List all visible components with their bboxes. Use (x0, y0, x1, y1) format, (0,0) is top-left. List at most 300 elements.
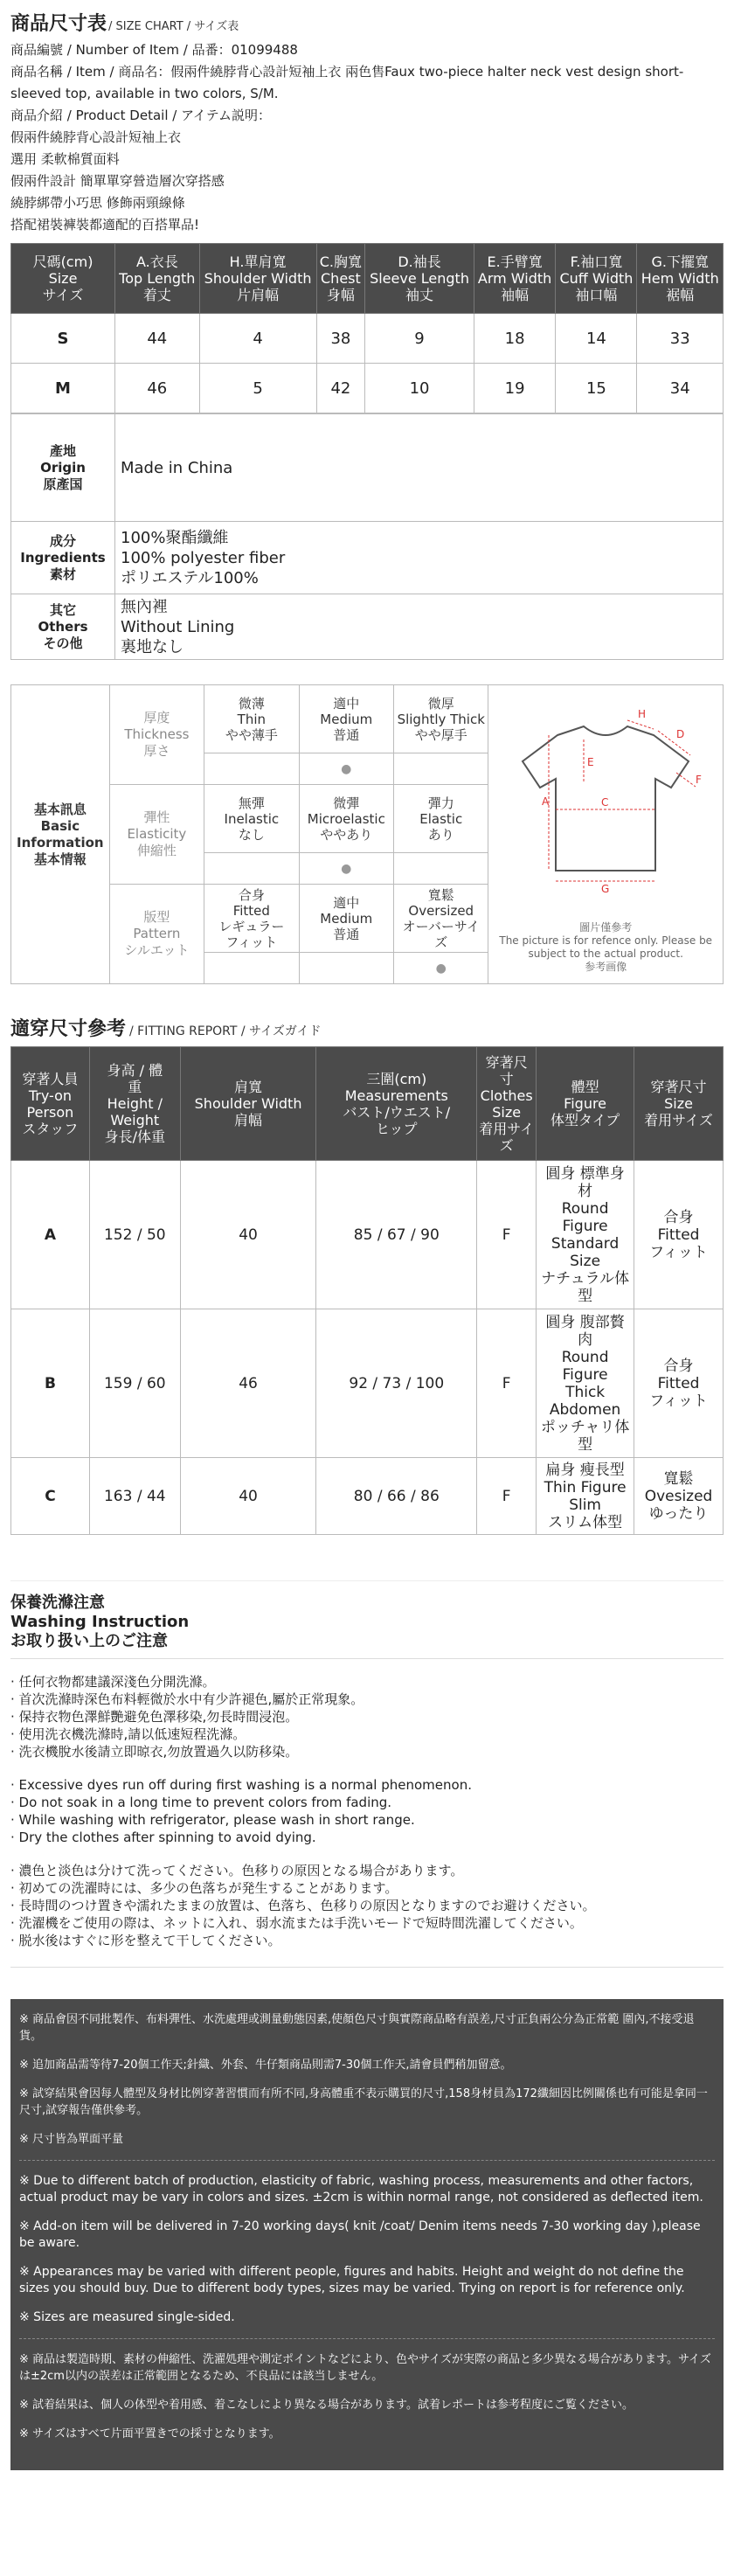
figure-type (537, 1458, 634, 1535)
washing-en (10, 1776, 724, 1846)
attribute-option-line: オーバーサイ (402, 918, 480, 934)
note-line: ※ Due to different batch of production, elasticity of fabric, washing process, measurements and other factors, actual product may be vary in colors and sizes. ±2cm is within normal range, not considered as deflected item. (19, 2174, 703, 2205)
attribute-option-line: ややあり (320, 826, 373, 843)
attribute-option-line: Medium (320, 711, 373, 727)
fit-size-line: 合身 (663, 1208, 694, 1226)
diagram-letter-e: E (587, 755, 594, 768)
clothes-size: F (477, 1161, 537, 1309)
figure-type-line: Thin Figure (544, 1478, 627, 1496)
fit-size-line: Fitted (657, 1374, 700, 1392)
washing-instructions (10, 1659, 724, 1968)
washing-line: · 保持衣物色澤鮮艷避免色澤移染,勿長時間浸泡。 (10, 1709, 299, 1725)
tshirt-diagram-icon (496, 696, 715, 914)
fit-col-header (537, 1047, 634, 1161)
size-cell: 44 (115, 314, 200, 364)
ingredients-label (11, 522, 115, 594)
figure-type-line: Abdomen (549, 1400, 621, 1419)
washing-line: · 首次洗滌時深色布料輕微於水中有少許褪色,屬於正常現象。 (10, 1691, 364, 1707)
info-line: 商品名稱 / Item / 商品名：假兩件繞脖背心設計短袖上衣 兩色售Faux two-piece halter neck vest design short-sleeved top, available in two colors, S/M. (10, 64, 684, 101)
size-col-header-line: C.胸寬 (319, 253, 363, 270)
fit-col-header (316, 1047, 477, 1161)
bottom-spacer (0, 2470, 734, 2523)
attribute-option (204, 685, 299, 753)
fit-row (11, 1458, 724, 1535)
selected-dot-icon: ● (435, 961, 447, 976)
others-ja: 裏地なし (121, 637, 184, 656)
ingredients-label-zh: 成分 (49, 532, 76, 549)
origin-label (11, 414, 115, 522)
picture-caption-line: 参考画像 (585, 960, 627, 973)
picture-caption-line: subject to the actual product. (528, 947, 683, 960)
fit-size (634, 1161, 724, 1309)
attribute-option-line: 無彈 (238, 795, 265, 811)
fit-size-line: 寬鬆 (663, 1469, 694, 1488)
fit-col-header-line: 穿著尺 (485, 1053, 528, 1071)
selection-dot (299, 853, 393, 885)
note-line: ※ 商品會因不同批製作、布料彈性、水洗處理或測量動態因素,使顏色尺寸與實際商品略有誤差,尺寸正負兩公分為正常範 圍內,不接受退貨。 (19, 2013, 695, 2043)
washing-line: · 初めての洗濯時には、多少の色落ちが発生することがあります。 (10, 1880, 398, 1896)
figure-type (537, 1309, 634, 1458)
size-col-header-line: 袖幅 (501, 287, 530, 303)
attribute-option-line: Thin (237, 711, 266, 727)
figure-type-line: Round (561, 1199, 609, 1218)
picture-caption (488, 921, 723, 974)
ingredients-en: 100% polyester fiber (121, 548, 286, 567)
fitting-title-small: / FITTING REPORT / サイズガイド (129, 1024, 322, 1038)
fit-col-header-line: Measurements (344, 1087, 448, 1104)
size-row (11, 314, 724, 364)
size-col-header-line: A.衣長 (135, 253, 178, 270)
washing-title (10, 1580, 724, 1659)
attribute-option-line: なし (238, 826, 265, 843)
size-col-header-line: Cuff Width (559, 270, 634, 287)
fit-col-header-line: 着用サイズ (644, 1112, 713, 1128)
selection-dot (204, 853, 299, 885)
info-line: 商品介紹 / Product Detail / アイテム説明： (10, 108, 271, 123)
notes-panel (10, 1999, 724, 2470)
fitting-table (10, 1046, 724, 1535)
height-weight: 159 / 60 (89, 1309, 180, 1458)
try-on-person: B (11, 1309, 90, 1458)
figure-type-line: 型 (578, 1287, 593, 1305)
basic-info-label (11, 685, 110, 984)
others-value (115, 594, 724, 660)
size-col-header-line: H.單肩寬 (229, 253, 287, 270)
attribute-option (394, 685, 488, 753)
washing-line: · While washing with refrigerator, please wash in short range. (10, 1812, 415, 1828)
washing-title-ja: お取り扱い上のご注意 (10, 1632, 168, 1650)
height-weight: 163 / 44 (89, 1458, 180, 1535)
attribute-option-line: 適中 (333, 894, 360, 911)
basic-info-label-line: Information (17, 834, 104, 851)
fit-size-line: Ovesized (644, 1487, 713, 1505)
diagram-letter-c: C (601, 795, 609, 809)
note-line: ※ Sizes are measured single-sided. (19, 2310, 235, 2324)
shoulder-width: 40 (180, 1161, 316, 1309)
washing-line: · 脱水後はすぐに形を整えて干してください。 (10, 1933, 281, 1948)
fit-col-header-line: 穿著人員 (22, 1070, 79, 1087)
figure-type-line: Standard (550, 1234, 620, 1253)
size-col-header-line: 片肩幅 (237, 287, 280, 303)
size-col-header-line: D.袖長 (398, 253, 441, 270)
fit-col-header-line: Shoulder Width (194, 1095, 302, 1112)
attribute-option-line: やや厚手 (414, 726, 467, 743)
washing-zh (10, 1673, 724, 1760)
size-row (11, 364, 724, 413)
attribute-option-line: 合身 (238, 886, 265, 903)
origin-value: Made in China (115, 414, 724, 522)
note-line: ※ 尺寸皆為單面平量 (19, 2133, 124, 2146)
selection-dot (394, 953, 488, 984)
info-line: 假兩件繞脖背心設計短袖上衣 (10, 129, 182, 145)
clothes-size: F (477, 1309, 537, 1458)
fit-col-header-line: Weight (110, 1112, 160, 1128)
attribute-option-line: 普通 (333, 926, 360, 942)
figure-type-line: Figure (562, 1217, 608, 1235)
shoulder-width: 40 (180, 1458, 316, 1535)
attribute-name-line: 厚度 (143, 710, 170, 726)
figure-type-line: Slim (569, 1496, 601, 1514)
ingredients-label-ja: 素材 (49, 566, 76, 582)
size-col-header (365, 244, 474, 314)
selection-dot (394, 853, 488, 885)
size-table-header (11, 244, 724, 314)
washing-line: · 長時間のつけ置きや濡れたままの放置は、色落ち、色移りの原因となりますのでお避けください。 (10, 1898, 596, 1913)
others-label-zh: 其它 (49, 601, 76, 618)
selected-dot-icon: ● (341, 761, 352, 776)
basic-row (11, 685, 724, 753)
size-cell: 14 (556, 314, 637, 364)
fit-col-header-line: ヒップ (376, 1120, 418, 1137)
diagram-letter-a: A (542, 795, 550, 808)
size-col-header (556, 244, 637, 314)
attribute-option-line: 微厚 (427, 695, 454, 712)
attribute-name (109, 885, 204, 984)
basic-info-label-line: 基本訊息 (33, 801, 87, 817)
size-cell: 18 (474, 314, 556, 364)
notes-en (19, 2173, 715, 2326)
size-table-body (11, 314, 724, 413)
attribute-name (109, 785, 204, 885)
others-label (11, 594, 115, 660)
figure-type-line: Thick (565, 1383, 606, 1401)
figure-type-line: 圓身 標準身 (545, 1164, 625, 1183)
origin-label-en: Origin (40, 459, 86, 476)
washing-title-zh: 保養洗滌注意 (10, 1594, 105, 1612)
fit-size-line: 合身 (663, 1357, 694, 1375)
attribute-name-line: 版型 (143, 909, 170, 925)
attribute-option-line: Fitted (232, 902, 270, 919)
attribute-option (394, 885, 488, 953)
attribute-name-line: 彈性 (143, 809, 170, 825)
note-line: ※ サイズはすべて片面平置きでの採寸となります。 (19, 2427, 280, 2441)
ingredients-label-en: Ingredients (20, 549, 106, 566)
attribute-option-line: Elastic (419, 810, 463, 827)
fit-col-header-line: 身高 / 體 (107, 1062, 163, 1079)
fit-col-header-line: Size (664, 1095, 693, 1112)
try-on-person: C (11, 1458, 90, 1535)
size-col-header-line: 着丈 (142, 287, 171, 303)
attribute-option (204, 785, 299, 853)
attribute-option-line: 適中 (333, 695, 360, 712)
attribute-option (299, 785, 393, 853)
attribute-option (299, 885, 393, 953)
height-weight: 152 / 50 (89, 1161, 180, 1309)
fit-row (11, 1161, 724, 1309)
attribute-name (109, 685, 204, 785)
figure-type-line: ナチュラル体 (541, 1269, 630, 1288)
figure-type-line: 圓身 腹部贅 (545, 1313, 625, 1331)
try-on-person: A (11, 1161, 90, 1309)
ingredients-zh: 100%聚酯纖維 (121, 528, 229, 547)
washing-line: · Dry the clothes after spinning to avoid dying. (10, 1830, 316, 1845)
fit-col-header (11, 1047, 90, 1161)
selected-dot-icon: ● (341, 861, 352, 876)
fit-col-header-line: 着用サイ (479, 1120, 535, 1137)
info-line: 搭配裙裝褲裝都適配的百搭單品! (10, 217, 200, 233)
figure-type-line: 扁身 瘦長型 (545, 1461, 625, 1479)
attribute-name-line: Pattern (133, 926, 181, 941)
size-col-header-line: E.手臂寬 (487, 253, 543, 270)
size-col-header (637, 244, 724, 314)
selection-dot (299, 753, 393, 785)
washing-line: · 洗濯機をご使用の際は、ネットに入れ、弱水流または手洗いモードで短時間洗濯してください。 (10, 1915, 583, 1931)
fit-size-line: ゆったり (648, 1504, 709, 1523)
size-col-header-line: Sleeve Length (370, 270, 469, 287)
fit-col-header-line: 重 (128, 1079, 142, 1095)
diagram-letter-g: G (601, 882, 610, 895)
size-col-header-line: Size (48, 270, 78, 287)
note-line: ※ Add-on item will be delivered in 7-20 working days( knit /coat/ Denim items needs 7-30 working day ),please be aware. (19, 2219, 701, 2250)
fit-col-header (89, 1047, 180, 1161)
fit-col-header-line: スタッフ (22, 1120, 79, 1137)
attribute-name-line: 伸縮性 (136, 843, 177, 858)
attribute-option-line: レギュラー (218, 918, 285, 934)
fit-col-header (180, 1047, 316, 1161)
title-big: 商品尺寸表 (10, 13, 107, 35)
size-cell: 9 (365, 314, 474, 364)
measurements: 85 / 67 / 90 (316, 1161, 477, 1309)
size-cell: 33 (637, 314, 724, 364)
size-col-header-line: Chest (321, 270, 361, 287)
info-line: 假兩件設計 簡單單穿營造層次穿搭感 (10, 173, 225, 189)
info-line: 選用 柔軟棉質面料 (10, 151, 120, 167)
size-col-header-line: サイズ (42, 287, 84, 303)
size-col-header (316, 244, 365, 314)
note-line: ※ 商品は製造時期、素材の伸縮性、洗濯処理や測定ポイントなどにより、色やサイズが実際の商品と多少異なる場合があります。サイズは±2cm以内の誤差は正常範囲となるため、不良品には該当しません。 (19, 2353, 711, 2383)
others-label-en: Others (38, 618, 88, 635)
info-line: 商品編號 / Number of Item / 品番：01099488 (10, 42, 298, 58)
washing-line: · 濃色と淡色は分けて洗ってください。色移りの原因となる場合があります。 (10, 1863, 464, 1878)
diagram-letter-d: D (676, 727, 685, 740)
fit-col-header-line: 肩寬 (234, 1079, 263, 1095)
info-line: 繞脖綁帶小巧思 修飾兩頸線條 (10, 195, 185, 211)
clothes-size: F (477, 1458, 537, 1535)
note-line: ※ 試着結果は、個人の体型や着用感、着こなしにより異なる場合があります。試着レポートは参考程度にご覧ください。 (19, 2399, 634, 2412)
attribute-name-line: Elasticity (127, 826, 187, 842)
attribute-option (299, 685, 393, 753)
size-col-header-line: 裾幅 (666, 287, 695, 303)
size-col-header-line: 身幅 (326, 287, 355, 303)
figure-type (537, 1161, 634, 1309)
size-col-header-line: 袖丈 (405, 287, 434, 303)
title-small: / SIZE CHART / サイズ表 (108, 20, 239, 33)
washing-line: · 任何衣物都建議深淺色分開洗滌。 (10, 1674, 216, 1690)
fit-col-header-line: Try-on (28, 1087, 73, 1104)
size-col-header-line: Arm Width (477, 270, 552, 287)
fit-col-header (477, 1047, 537, 1161)
ingredients-ja: ポリエステル100% (121, 568, 259, 587)
attribute-option (204, 885, 299, 953)
figure-type-line: 肉 (578, 1330, 593, 1349)
figure-type-line: スリム体型 (548, 1513, 623, 1531)
diagram-letter-f: F (696, 773, 703, 786)
attribute-option-line: Inelastic (224, 810, 280, 827)
attribute-option-line: Oversized (408, 902, 474, 919)
attribute-option-line: あり (427, 826, 454, 843)
washing-line: · 使用洗衣機洗滌時,請以低速短程洗滌。 (10, 1726, 246, 1742)
measurements: 80 / 66 / 86 (316, 1458, 477, 1535)
fitting-table-header (11, 1047, 724, 1161)
others-en: Without Lining (121, 617, 235, 636)
fit-row (11, 1309, 724, 1458)
garment-diagram (488, 685, 724, 984)
basic-info-table (10, 684, 724, 984)
figure-type-line: 材 (578, 1182, 593, 1200)
notes-divider (19, 2160, 715, 2161)
fit-col-header-line: 寸 (499, 1070, 514, 1087)
size-cell: 46 (115, 364, 200, 413)
shoulder-width: 46 (180, 1309, 316, 1458)
size-col-header-line: Hem Width (641, 270, 719, 287)
washing-ja (10, 1862, 724, 1949)
size-col-header (115, 244, 200, 314)
size-cell: 4 (199, 314, 316, 364)
size-col-header (11, 244, 115, 314)
basic-info-label-line: 基本情報 (33, 851, 87, 867)
fit-col-header-line: 體型 (571, 1079, 599, 1095)
size-col-header-line: G.下擺寬 (651, 253, 709, 270)
others-row (11, 594, 724, 660)
attribute-option-line: 普通 (333, 726, 360, 743)
size-col-header-line: Top Length (119, 270, 196, 287)
attribute-name-line: 厚さ (143, 743, 170, 759)
size-chart-title (0, 0, 734, 39)
size-table (10, 243, 724, 413)
figure-type-line: ポッチャリ体 (540, 1418, 630, 1436)
selection-dot (299, 953, 393, 984)
fit-size-line: フィット (649, 1392, 708, 1410)
size-col-header-line: 尺碼(cm) (32, 253, 93, 270)
origin-label-zh: 產地 (49, 442, 76, 459)
figure-type-line: 型 (578, 1435, 593, 1454)
fit-size (634, 1309, 724, 1458)
others-zh: 無內裡 (121, 597, 168, 616)
washing-line: · Excessive dyes run off during first washing is a normal phenomenon. (10, 1777, 472, 1793)
size-cell: 42 (316, 364, 365, 413)
size-cell: 19 (474, 364, 556, 413)
notes-divider (19, 2338, 715, 2339)
others-label-ja: その他 (43, 635, 83, 651)
size-label: S (11, 314, 115, 364)
ingredients-row (11, 522, 724, 594)
fit-col-header-line: ズ (499, 1136, 514, 1154)
fitting-table-body (11, 1161, 724, 1535)
attribute-option-line: 微彈 (333, 795, 360, 811)
washing-line: · 洗衣機脫水後請立即晾衣,勿放置過久以防移染。 (10, 1744, 299, 1760)
origin-label-ja: 原產国 (43, 476, 83, 492)
fit-col-header (634, 1047, 724, 1161)
fit-col-header-line: 肩幅 (234, 1112, 263, 1128)
attribute-option-line: Microelastic (307, 810, 385, 827)
fit-col-header-line: Figure (564, 1095, 607, 1112)
size-cell: 34 (637, 364, 724, 413)
measurements: 92 / 73 / 100 (316, 1309, 477, 1458)
attribute-option (394, 785, 488, 853)
fit-col-header-line: Size (492, 1103, 522, 1121)
basic-info-label-line: Basic (40, 817, 80, 834)
ingredients-value (115, 522, 724, 594)
product-info (0, 39, 734, 236)
attribute-option-line: 寬鬆 (427, 886, 454, 903)
size-cell: 38 (316, 314, 365, 364)
size-cell: 15 (556, 364, 637, 413)
note-line: ※ Appearances may be varied with different people, figures and habits. Height and weight do not define the sizes you should buy. Due to different body types, sizes may be varied. Trying on report is for reference only. (19, 2265, 685, 2295)
fit-col-header-line: Person (26, 1103, 74, 1121)
attribute-option-line: フィット (225, 934, 278, 950)
diagram-letter-h: H (638, 707, 647, 720)
size-label: M (11, 364, 115, 413)
fit-col-header-line: 穿著尺寸 (650, 1079, 707, 1095)
attribute-option-line: ズ (434, 934, 448, 950)
fitting-title (0, 984, 734, 1046)
washing-line: · Do not soak in a long time to prevent colors from fading. (10, 1795, 392, 1810)
attribute-option-line: Medium (320, 910, 373, 927)
figure-type-line: Figure (562, 1365, 608, 1384)
selection-dot (394, 753, 488, 785)
size-col-header (199, 244, 316, 314)
fit-size-line: Fitted (657, 1226, 700, 1244)
fit-size (634, 1458, 724, 1535)
fit-size-line: フィット (649, 1243, 708, 1261)
fit-col-header-line: Height / (107, 1095, 163, 1112)
size-col-header-line: Shoulder Width (204, 270, 312, 287)
note-line: ※ 試穿結果會因每人體型及身材比例穿著習慣而有所不同,身高體重不表示購買的尺寸,158身材員為172纖細因比例關係也有可能是拿同一尺寸,試穿報告僅供參考。 (19, 2087, 708, 2117)
washing-title-en: Washing Instruction (10, 1613, 190, 1631)
fit-col-header-line: Clothes (480, 1087, 533, 1104)
figure-type-line: Round (561, 1348, 609, 1366)
attribute-option-line: Slightly Thick (397, 711, 485, 727)
fit-col-header-line: バスト/ウエスト/ (343, 1103, 451, 1121)
size-cell: 10 (365, 364, 474, 413)
fitting-title-big: 適穿尺寸參考 (10, 1018, 127, 1040)
size-cell: 5 (199, 364, 316, 413)
materials-table (10, 413, 724, 660)
attribute-name-line: シルエット (124, 942, 190, 958)
attribute-option-line: やや薄手 (225, 726, 278, 743)
note-line: ※ 追加商品需等待7-20個工作天;針織、外套、牛仔類商品則需7-30個工作天,請會員們稍加留意。 (19, 2059, 512, 2072)
size-col-header-line: F.袖口寬 (570, 253, 623, 270)
selection-dot (204, 753, 299, 785)
notes-zh (19, 2011, 715, 2148)
picture-caption-line: The picture is for refence only. Please be (499, 934, 713, 947)
fit-col-header-line: 身長/体重 (104, 1128, 165, 1145)
figure-type-line: Size (570, 1252, 601, 1270)
picture-caption-line: 圖片僅參考 (579, 920, 633, 934)
attribute-name-line: Thickness (124, 726, 190, 742)
size-col-header (474, 244, 556, 314)
attribute-option-line: 彈力 (427, 795, 454, 811)
